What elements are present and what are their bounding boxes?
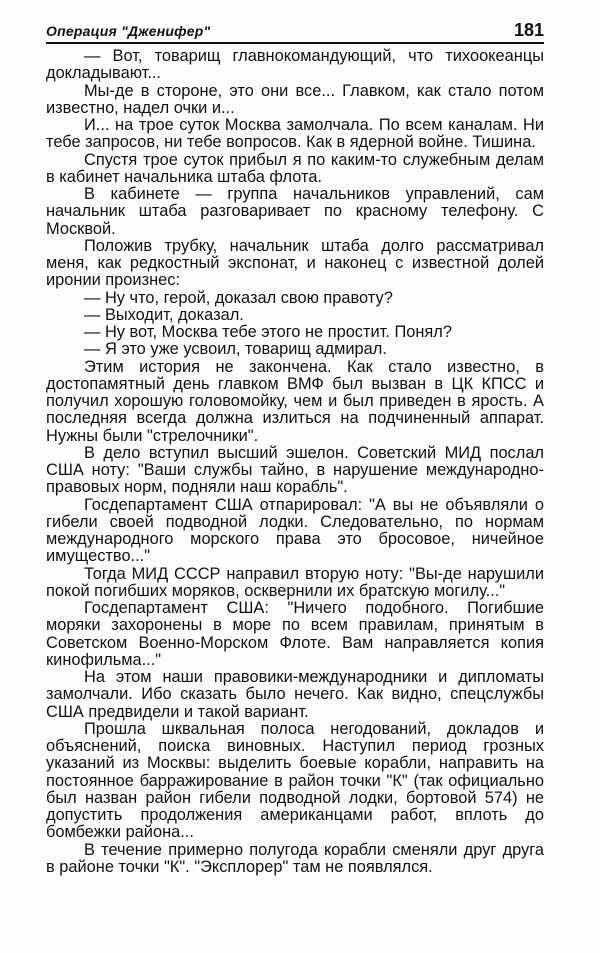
paragraph: Прошла шквальная полоса негодований, докладов и объяснений, поиска виновных. Наступил период грозных указаний из Москвы: выделить боевые корабли, направить на постоянное барражирование в район точки "К" (так официально был назван район гибели подводной лодки, бортовой 574) не допустить продолжения американцами работ, вплоть до бомбежки района... (46, 719, 544, 842)
paragraph: Спустя трое суток прибыл я по каким-то служебным делам в кабинет начальника штаба флота. (46, 150, 544, 186)
chapter-title: Операция "Дженифер" (46, 23, 211, 39)
paragraph: В кабинете — группа начальников управлений, сам начальник штаба разговаривает по красному телефону. С Москвой. (46, 185, 544, 238)
paragraph: И... на трое суток Москва замолчала. По всем каналам. Ни тебе запросов, ни тебе вопросов. Как в ядерной войне. Тишина. (46, 116, 544, 152)
text-body (46, 48, 544, 876)
paragraph: В дело вступил высший эшелон. Советский МИД послал США ноту: "Ваши службы тайно, в нарушение международно-правовых норм, подняли наш корабль". (46, 443, 544, 497)
paragraph: Госдепартамент США: "Ничего подобного. Погибшие моряки захоронены в море по всем правилам, принятым в Советском Военно-Морском Флоте. Вам направляется копия кинофильма..." (46, 599, 544, 669)
paragraph: Мы-де в стороне, это они все... Главком, как стало потом известно, надел очки и... (46, 81, 544, 117)
paragraph: Этим история не закончена. Как стало известно, в достопамятный день главком ВМФ был вызван в ЦК КПСС и получил хорошую головомойку, чем и был приведен в ярость. А последняя всегда должна излиться на подчиненный аппарат. Нужны были "стрелочники". (46, 357, 544, 445)
paragraph: Положив трубку, начальник штаба долго рассматривал меня, как редкостный экспонат, и наконец с известной долей иронии произнес: (46, 236, 544, 290)
dialogue-line: — Выходит, доказал. (84, 305, 244, 324)
paragraph: В течение примерно полугода корабли сменяли друг друга в районе точки "К". "Эксплорер" там не появлялся. (46, 840, 544, 876)
paragraph: Госдепартамент США отпарировал: "А вы не объявляли о гибели своей подводной лодки. Следовательно, по нормам международного морского права это бросовое, ничейное имущество..." (46, 495, 544, 566)
paragraph: Тогда МИД СССР направил вторую ноту: "Вы-де нарушили покой погибших моряков, осквернили их братскую могилу..." (46, 564, 544, 600)
dialogue-line: — Ну вот, Москва тебе этого не простит. Понял? (84, 323, 452, 341)
dialogue-line: — Я это уже усвоил, товарищ адмирал. (84, 340, 387, 359)
page-number: 181 (513, 20, 544, 40)
paragraph: На этом наши правовики-международники и дипломаты замолчали. Ибо сказать было нечего. Как видно, спецслужбы США предвидели и такой вариант. (46, 668, 544, 721)
paragraph: — Вот, товарищ главнокомандующий, что тихоокеанцы докладывают... (46, 47, 544, 83)
running-header (46, 16, 544, 44)
dialogue-line: — Ну что, герой, доказал свою правоту? (84, 288, 393, 307)
